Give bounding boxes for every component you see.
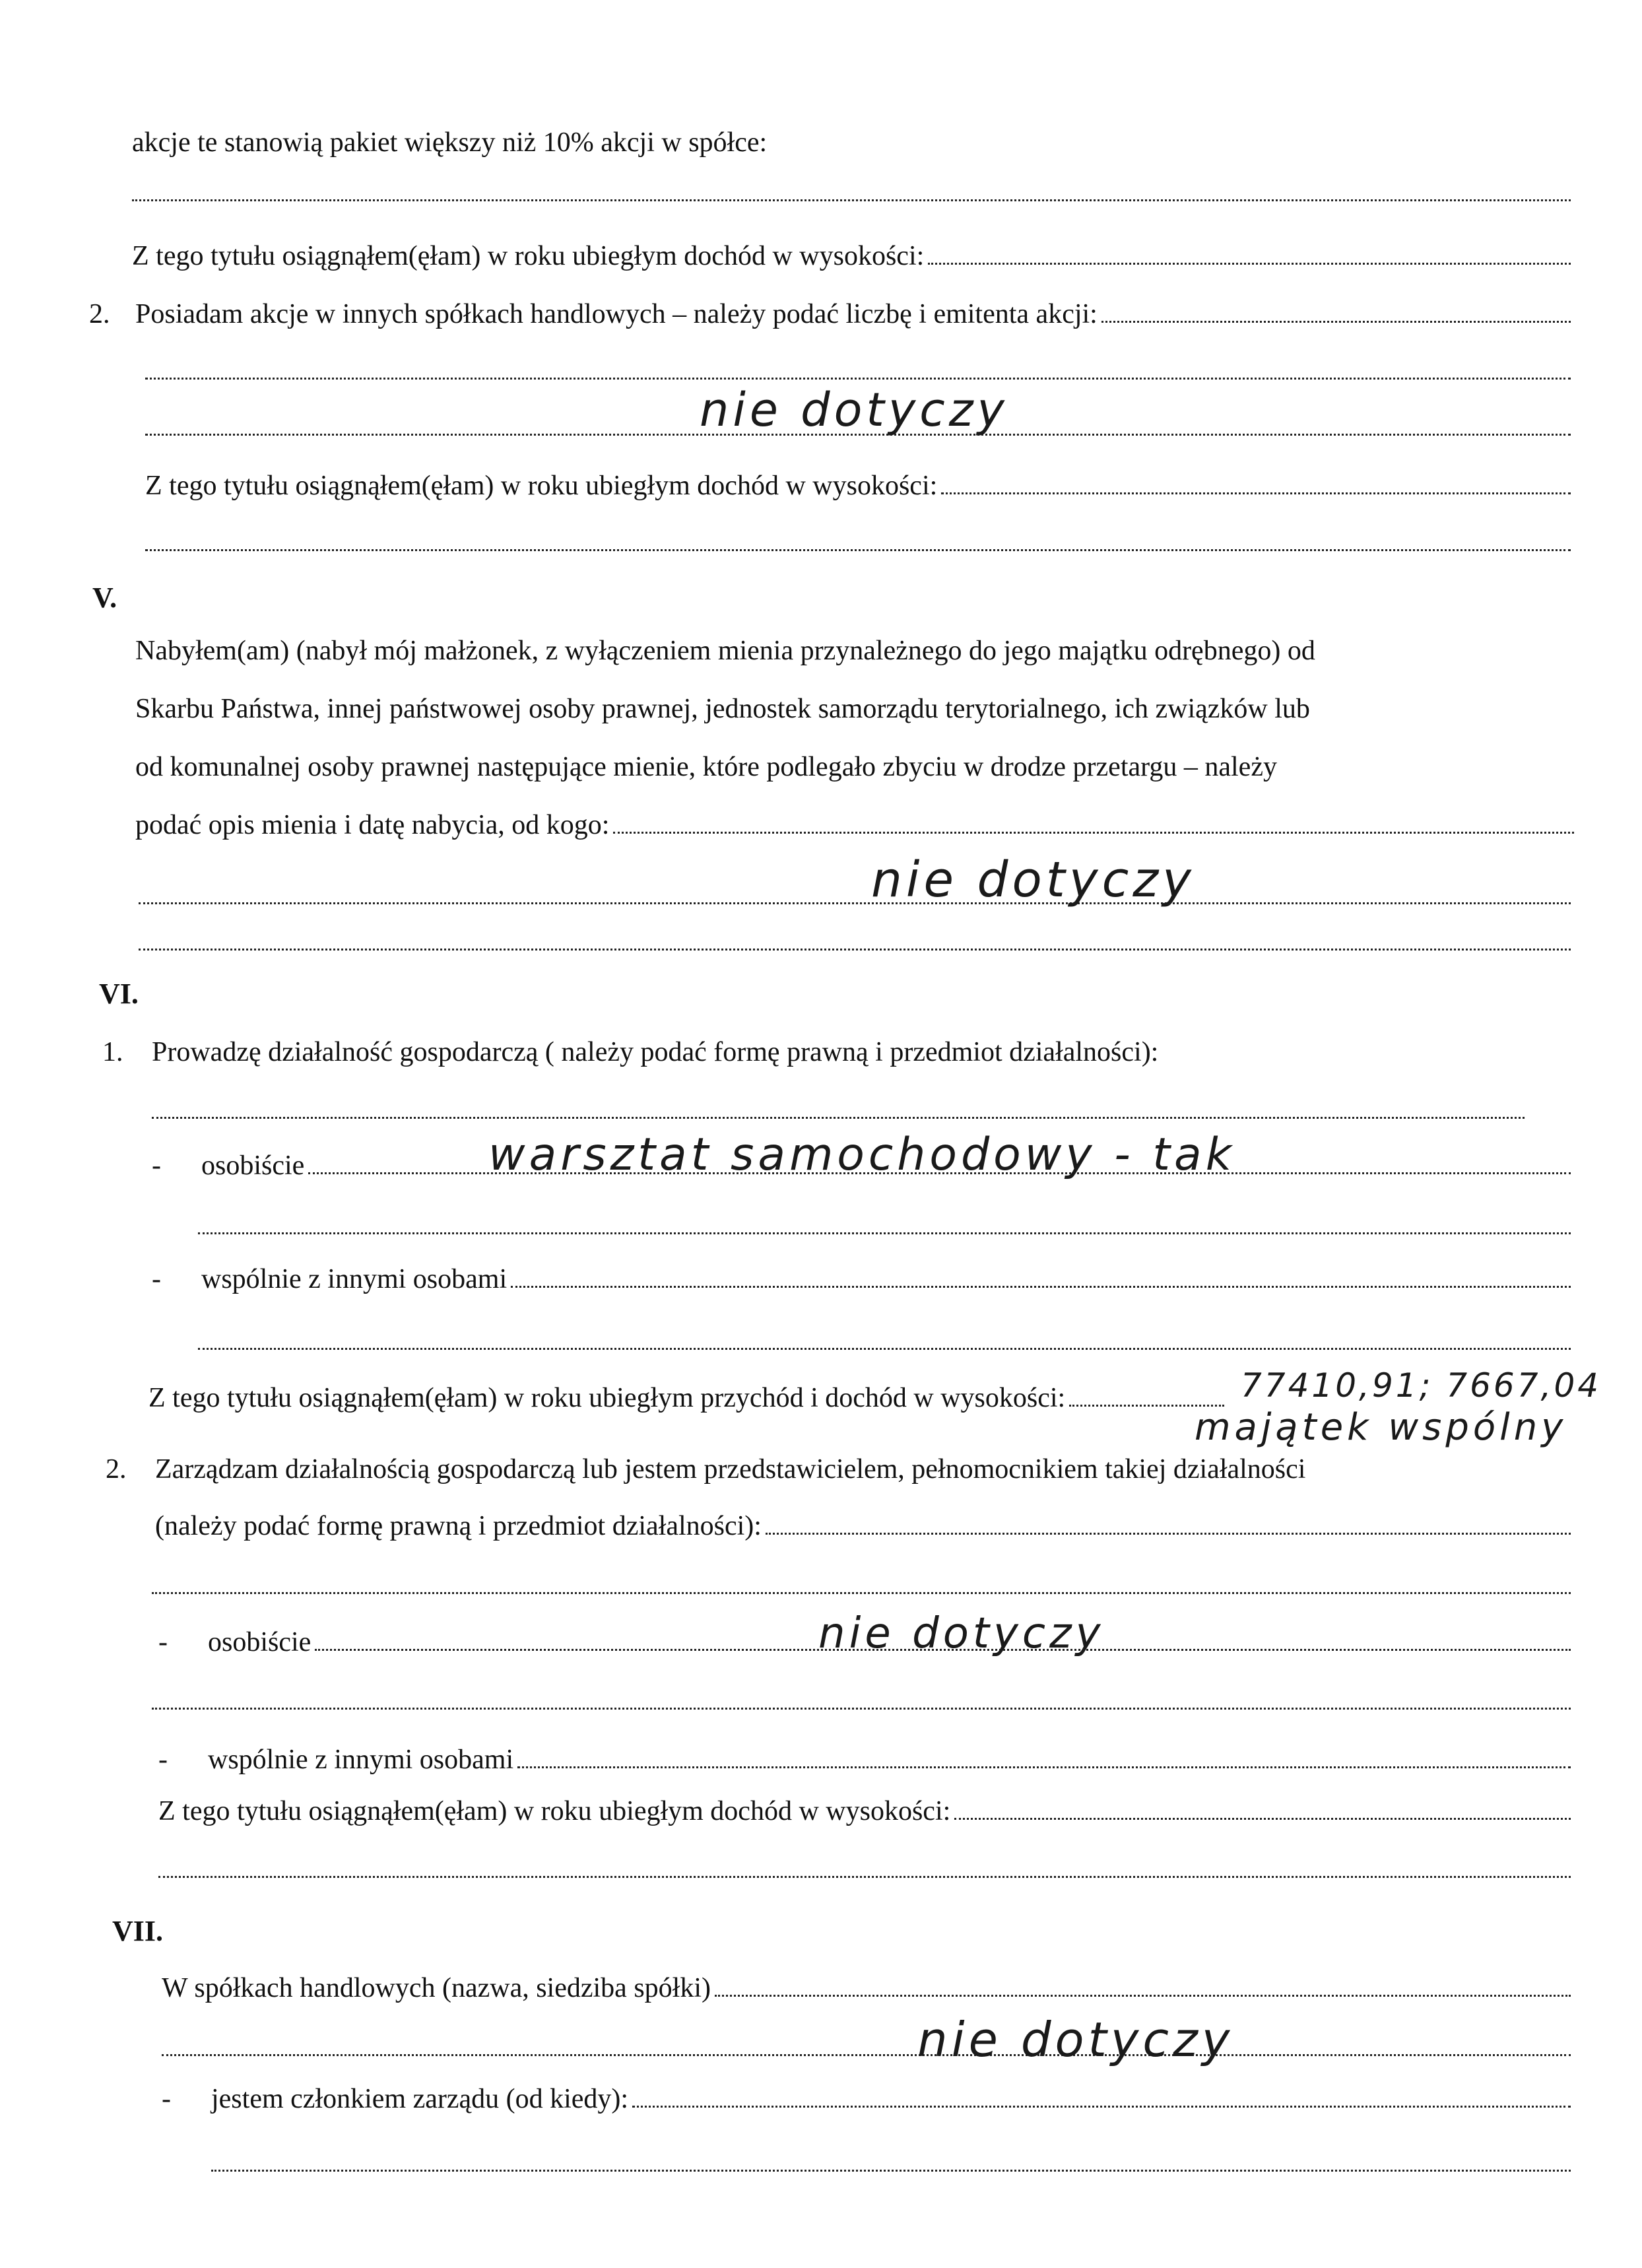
jointly-line bbox=[208, 1743, 1571, 1777]
income-field[interactable] bbox=[1069, 1382, 1224, 1407]
answer-dotted-line[interactable] bbox=[211, 2168, 1571, 2172]
section-heading-v: V. bbox=[92, 582, 117, 614]
income-field[interactable] bbox=[954, 1795, 1571, 1820]
income-line-vi1 bbox=[148, 1381, 1224, 1415]
answer-dotted-line[interactable] bbox=[145, 548, 1571, 551]
income-label: Z tego tytułu osiągnąłem(ęłam) w roku ubiegłym dochód w wysokości: bbox=[145, 471, 938, 501]
dash-bullet: - bbox=[158, 1745, 168, 1775]
answer-dotted-line[interactable] bbox=[152, 1591, 1571, 1594]
answer-dotted-line[interactable] bbox=[152, 1116, 1525, 1119]
handwritten-answer: nie dotyczy bbox=[818, 1609, 1105, 1658]
management-text: Zarządzam działalnością gospodarczą lub jestem przedstawicielem, pełnomocnikiem takiej działalności bbox=[155, 1454, 1306, 1484]
business-activity-line bbox=[152, 1035, 1571, 1069]
item-number: 2. bbox=[106, 1454, 127, 1484]
answer-dotted-line[interactable] bbox=[198, 1347, 1571, 1350]
answer-dotted-line[interactable] bbox=[139, 947, 1571, 951]
income-label: Z tego tytułu osiągnąłem(ęłam) w roku ubiegłym przychód i dochód w wysokości: bbox=[148, 1383, 1066, 1413]
dash-bullet: - bbox=[152, 1151, 161, 1181]
handwritten-answer: warsztat samochodowy - tak bbox=[488, 1129, 1236, 1181]
income-line-iv2 bbox=[145, 469, 1571, 503]
personally-label: osobiście bbox=[208, 1627, 312, 1657]
item-number: 1. bbox=[102, 1037, 123, 1067]
income-label: Z tego tytułu osiągnąłem(ęłam) w roku ubiegłym dochód w wysokości: bbox=[132, 241, 925, 271]
jointly-line bbox=[201, 1262, 1571, 1296]
handwritten-answer: nie dotyczy bbox=[871, 851, 1195, 908]
jointly-label: wspólnie z innymi osobami bbox=[208, 1745, 514, 1775]
answer-dotted-line[interactable] bbox=[132, 198, 1571, 201]
management-line bbox=[155, 1509, 1571, 1543]
companies-line bbox=[162, 1971, 1571, 2005]
item-number: 2. bbox=[89, 299, 110, 329]
income-field[interactable] bbox=[941, 470, 1571, 494]
handwritten-answer: nie dotyczy bbox=[700, 383, 1008, 437]
management-text: (należy podać formę prawną i przedmiot działalności): bbox=[155, 1511, 762, 1541]
management-field[interactable] bbox=[766, 1510, 1571, 1535]
management-line bbox=[155, 1452, 1574, 1486]
acquired-property-field[interactable] bbox=[613, 809, 1574, 834]
dash-bullet: - bbox=[162, 2084, 171, 2114]
board-member-line bbox=[211, 2082, 1571, 2116]
v-text: Skarbu Państwa, innej państwowej osoby prawnej, jednostek samorządu terytorialnego, ich związków lub bbox=[135, 694, 1310, 724]
v-text: podać opis mienia i datę nabycia, od kogo: bbox=[135, 810, 610, 840]
answer-dotted-line[interactable] bbox=[198, 1231, 1571, 1234]
v-text-line bbox=[135, 750, 1574, 784]
income-line-iv1 bbox=[132, 239, 1571, 273]
v-text-line bbox=[135, 808, 1574, 842]
shares-10pct-line bbox=[132, 125, 1571, 160]
handwritten-note: majątek wspólny bbox=[1195, 1406, 1567, 1449]
answer-dotted-line[interactable] bbox=[145, 376, 1571, 380]
section-heading-vi: VI. bbox=[99, 978, 139, 1010]
answer-dotted-line[interactable] bbox=[139, 901, 1571, 904]
income-label: Z tego tytułu osiągnąłem(ęłam) w roku ubiegłym dochód w wysokości: bbox=[158, 1796, 951, 1826]
answer-dotted-line[interactable] bbox=[152, 1706, 1571, 1710]
business-activity-text: Prowadzę działalność gospodarczą ( należy podać formę prawną i przedmiot działalności): bbox=[152, 1037, 1159, 1067]
dash-bullet: - bbox=[152, 1264, 161, 1294]
handwritten-answer: nie dotyczy bbox=[917, 2012, 1234, 2067]
jointly-field[interactable] bbox=[511, 1263, 1571, 1288]
dash-bullet: - bbox=[158, 1627, 168, 1657]
other-shares-text: Posiadam akcje w innych spółkach handlowych – należy podać liczbę i emitenta akcji: bbox=[135, 299, 1098, 329]
answer-dotted-line[interactable] bbox=[158, 1875, 1571, 1878]
income-line-vi2 bbox=[158, 1794, 1571, 1828]
companies-label: W spółkach handlowych (nazwa, siedziba spółki) bbox=[162, 1973, 711, 2003]
v-text-line bbox=[135, 634, 1574, 668]
jointly-field[interactable] bbox=[517, 1744, 1571, 1768]
personally-label: osobiście bbox=[201, 1151, 305, 1181]
v-text: od komunalnej osoby prawnej następujące mienie, które podlegało zbyciu w drodze przetargu – należy bbox=[135, 752, 1277, 782]
section-heading-vii: VII. bbox=[112, 1915, 164, 1947]
other-shares-line bbox=[135, 297, 1571, 331]
shares-10pct-text: akcje te stanowią pakiet większy niż 10% akcji w spółce: bbox=[132, 127, 768, 158]
board-member-field[interactable] bbox=[632, 2083, 1571, 2108]
v-text: Nabyłem(am) (nabył mój małżonek, z wyłączeniem mienia przynależnego do jego majątku odrębnego) od bbox=[135, 636, 1315, 666]
handwritten-amount: 77410,91; 7667,04 bbox=[1241, 1366, 1602, 1405]
board-member-label: jestem członkiem zarządu (od kiedy): bbox=[211, 2084, 629, 2114]
income-field[interactable] bbox=[928, 240, 1571, 265]
answer-dotted-line[interactable] bbox=[162, 2053, 1571, 2056]
companies-field[interactable] bbox=[715, 1972, 1571, 1997]
other-shares-field[interactable] bbox=[1101, 298, 1571, 323]
jointly-label: wspólnie z innymi osobami bbox=[201, 1264, 508, 1294]
v-text-line bbox=[135, 692, 1574, 726]
